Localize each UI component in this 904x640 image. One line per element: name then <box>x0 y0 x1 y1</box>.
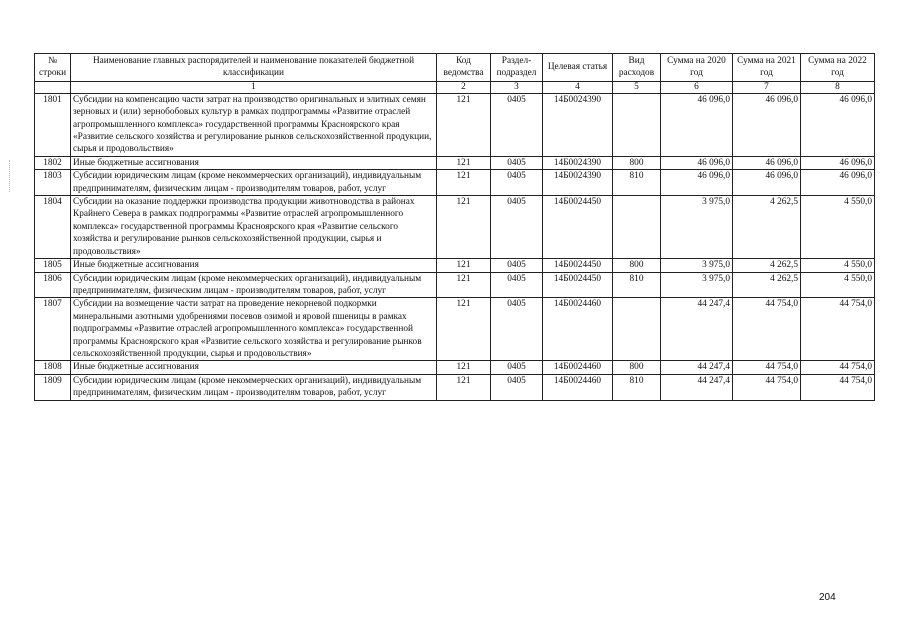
table-row <box>35 272 875 298</box>
cell-sum-2022: 4 550,0 <box>801 272 875 298</box>
cell-row-no: 1809 <box>35 374 71 400</box>
cell-sum-2021: 46 096,0 <box>733 170 801 196</box>
column-index: 2 <box>437 81 491 93</box>
header-row <box>35 54 875 82</box>
column-index: 6 <box>661 81 733 93</box>
cell-sum-2022: 44 754,0 <box>801 361 875 374</box>
cell-row-no: 1807 <box>35 298 71 361</box>
cell-expense-type: 810 <box>613 374 661 400</box>
cell-expense-type <box>613 93 661 156</box>
cell-dept-code: 121 <box>437 156 491 169</box>
cell-dept-code: 121 <box>437 93 491 156</box>
cell-dept-code: 121 <box>437 361 491 374</box>
cell-dept-code: 121 <box>437 374 491 400</box>
cell-target: 14Б0024460 <box>543 361 613 374</box>
cell-sum-2020: 3 975,0 <box>661 196 733 259</box>
cell-name: Субсидии на возмещение части затрат на проведение некорневой подкормки минеральными азотными удобрениями посевов озимой и яровой пшеницы в рамках подпрограммы «Развитие отраслей агропромышленного комплекса» государственной программы Красноярского края «Развитие сельского хозяйства и регулирование рынков сельскохозяйственной продукции, сырья и продовольствия» <box>71 298 437 361</box>
table-row <box>35 196 875 259</box>
header-sum-2020: Сумма на 2020 год <box>661 54 733 82</box>
cell-sum-2020: 46 096,0 <box>661 156 733 169</box>
cell-row-no: 1803 <box>35 170 71 196</box>
page-number: 204 <box>819 592 836 603</box>
cell-sum-2022: 46 096,0 <box>801 170 875 196</box>
cell-sum-2021: 4 262,5 <box>733 259 801 272</box>
cell-sum-2021: 44 754,0 <box>733 374 801 400</box>
budget-table <box>34 53 875 401</box>
table-body <box>35 93 875 400</box>
cell-row-no: 1806 <box>35 272 71 298</box>
cell-target: 14Б0024460 <box>543 298 613 361</box>
table-row <box>35 298 875 361</box>
cell-sum-2020: 46 096,0 <box>661 170 733 196</box>
column-index: 8 <box>801 81 875 93</box>
cell-target: 14Б0024460 <box>543 374 613 400</box>
cell-sum-2021: 4 262,5 <box>733 272 801 298</box>
cell-sum-2021: 4 262,5 <box>733 196 801 259</box>
cell-section: 0405 <box>491 156 543 169</box>
cell-sum-2021: 46 096,0 <box>733 156 801 169</box>
cell-expense-type: 800 <box>613 156 661 169</box>
cell-sum-2020: 44 247,4 <box>661 361 733 374</box>
cell-row-no: 1801 <box>35 93 71 156</box>
table-row <box>35 93 875 156</box>
cell-dept-code: 121 <box>437 272 491 298</box>
column-index <box>35 81 71 93</box>
cell-name: Иные бюджетные ассигнования <box>71 156 437 169</box>
header-target: Целевая статья <box>543 54 613 82</box>
cell-section: 0405 <box>491 93 543 156</box>
cell-sum-2020: 3 975,0 <box>661 259 733 272</box>
cell-target: 14Б0024390 <box>543 170 613 196</box>
cell-expense-type: 810 <box>613 272 661 298</box>
cell-expense-type: 800 <box>613 361 661 374</box>
cell-expense-type <box>613 298 661 361</box>
cell-sum-2022: 4 550,0 <box>801 196 875 259</box>
table-row <box>35 156 875 169</box>
cell-section: 0405 <box>491 272 543 298</box>
cell-name: Субсидии на оказание поддержки производства продукции животноводства в районах Крайнего Севера в рамках подпрограммы «Развитие отраслей агропромышленного комплекса» государственной программы Красноярского края «Развитие сельского хозяйства и регулирование рынков сельскохозяйственной продукции, сырья и продовольствия» <box>71 196 437 259</box>
table-row <box>35 374 875 400</box>
cell-row-no: 1808 <box>35 361 71 374</box>
cell-name: Субсидии юридическим лицам (кроме некоммерческих организаций), индивидуальным предпринимателям, физическим лицам - производителям товаров, работ, услуг <box>71 374 437 400</box>
cell-target: 14Б0024450 <box>543 196 613 259</box>
cell-sum-2021: 46 096,0 <box>733 93 801 156</box>
cell-section: 0405 <box>491 170 543 196</box>
cell-dept-code: 121 <box>437 170 491 196</box>
cell-section: 0405 <box>491 196 543 259</box>
cell-row-no: 1804 <box>35 196 71 259</box>
cell-dept-code: 121 <box>437 259 491 272</box>
cell-target: 14Б0024390 <box>543 156 613 169</box>
cell-dept-code: 121 <box>437 298 491 361</box>
cell-sum-2022: 46 096,0 <box>801 93 875 156</box>
header-name: Наименование главных распорядителей и наименование показателей бюджетной классификации <box>71 54 437 82</box>
cell-sum-2020: 46 096,0 <box>661 93 733 156</box>
header-sum-2021: Сумма на 2021 год <box>733 54 801 82</box>
header-expense-type: Вид расходов <box>613 54 661 82</box>
cell-name: Иные бюджетные ассигнования <box>71 361 437 374</box>
cell-sum-2020: 3 975,0 <box>661 272 733 298</box>
cell-name: Иные бюджетные ассигнования <box>71 259 437 272</box>
cell-name: Субсидии юридическим лицам (кроме некоммерческих организаций), индивидуальным предпринимателям, физическим лицам - производителям товаров, работ, услуг <box>71 170 437 196</box>
cell-section: 0405 <box>491 259 543 272</box>
cell-sum-2020: 44 247,4 <box>661 298 733 361</box>
header-sum-2022: Сумма на 2022 год <box>801 54 875 82</box>
cell-target: 14Б0024450 <box>543 259 613 272</box>
cell-expense-type: 800 <box>613 259 661 272</box>
cell-row-no: 1805 <box>35 259 71 272</box>
table-row <box>35 361 875 374</box>
cell-target: 14Б0024390 <box>543 93 613 156</box>
cell-sum-2022: 46 096,0 <box>801 156 875 169</box>
cell-sum-2021: 44 754,0 <box>733 298 801 361</box>
cell-row-no: 1802 <box>35 156 71 169</box>
column-index: 5 <box>613 81 661 93</box>
cell-expense-type: 810 <box>613 170 661 196</box>
margin-mark <box>9 160 12 192</box>
cell-sum-2022: 44 754,0 <box>801 298 875 361</box>
column-index-row <box>35 81 875 93</box>
column-index: 4 <box>543 81 613 93</box>
cell-sum-2022: 44 754,0 <box>801 374 875 400</box>
cell-expense-type <box>613 196 661 259</box>
header-section: Раздел-подраздел <box>491 54 543 82</box>
cell-target: 14Б0024450 <box>543 272 613 298</box>
cell-sum-2020: 44 247,4 <box>661 374 733 400</box>
cell-name: Субсидии юридическим лицам (кроме некоммерческих организаций), индивидуальным предпринимателям, физическим лицам - производителям товаров, работ, услуг <box>71 272 437 298</box>
cell-section: 0405 <box>491 361 543 374</box>
header-row-no: № строки <box>35 54 71 82</box>
column-index: 3 <box>491 81 543 93</box>
cell-sum-2022: 4 550,0 <box>801 259 875 272</box>
table-row <box>35 170 875 196</box>
column-index: 1 <box>71 81 437 93</box>
cell-sum-2021: 44 754,0 <box>733 361 801 374</box>
table-row <box>35 259 875 272</box>
cell-name: Субсидии на компенсацию части затрат на производство оригинальных и элитных семян зерновых и (или) зернобобовых культур в рамках подпрограммы «Развитие отраслей агропромышленного комплекса» государственной программы Красноярского края «Развитие сельского хозяйства и регулирование рынков сельскохозяйственной продукции, сырья и продовольствия» <box>71 93 437 156</box>
column-index: 7 <box>733 81 801 93</box>
cell-dept-code: 121 <box>437 196 491 259</box>
cell-section: 0405 <box>491 298 543 361</box>
cell-section: 0405 <box>491 374 543 400</box>
header-dept-code: Код ведомства <box>437 54 491 82</box>
